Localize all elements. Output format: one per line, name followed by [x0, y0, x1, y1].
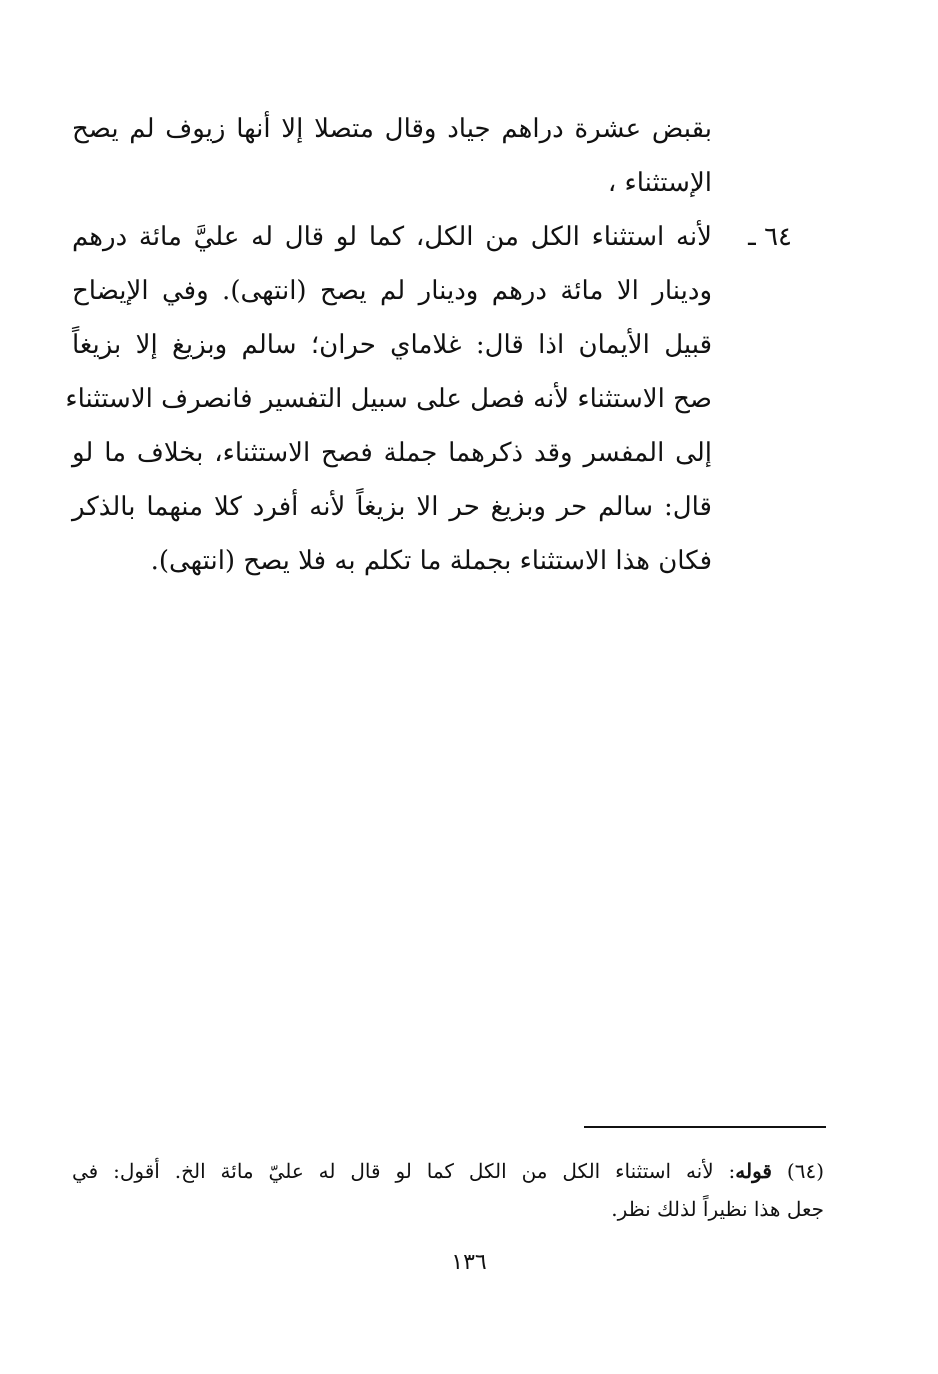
text-line: بقبض عشرة دراهم جياد وقال متصلا إلا أنها زيوف لم يصح: [72, 114, 712, 144]
footnote-keyword: قوله: [735, 1159, 772, 1183]
text-line: قبيل الأيمان اذا قال: غلاماي حران؛ سالم وبزيغ إلا بزيغاً: [72, 330, 712, 360]
footnote-divider: [584, 1126, 826, 1128]
text-line: إلى المفسر وقد ذكرهما جملة فصح الاستثناء، بخلاف ما لو: [72, 438, 712, 468]
footnote-line: [72, 1152, 824, 1190]
note-number-marker: ٦٤ ـ: [748, 222, 792, 252]
text-line: ودينار الا مائة درهم ودينار لم يصح (انتهى). وفي الإيضاح: [72, 276, 712, 306]
text-line: فكان هذا الاستثناء بجملة ما تكلم به فلا يصح (انتهى).: [150, 546, 712, 576]
text-line: لأنه استثناء الكل من الكل، كما لو قال له عليَّ مائة درهم: [72, 222, 712, 252]
page-number: ١٣٦: [451, 1250, 487, 1275]
text-line: قال: سالم حر وبزيغ حر الا بزيغاً لأنه أفرد كلا منهما بالذكر: [72, 492, 712, 522]
footnote: [72, 1152, 824, 1228]
footnote-ref: (٦٤): [786, 1159, 824, 1183]
footnote-line: جعل هذا نظيراً لذلك نظر.: [611, 1197, 824, 1221]
footnote-text: : لأنه استثناء الكل من الكل كما لو قال له عليّ مائة الخ. أقول: في: [72, 1159, 736, 1183]
text-line: الإستثناء ،: [607, 168, 712, 198]
text-line: صح الاستثناء لأنه فصل على سبيل التفسير فانصرف الاستثناء: [65, 384, 712, 414]
main-text-block: [65, 102, 712, 588]
